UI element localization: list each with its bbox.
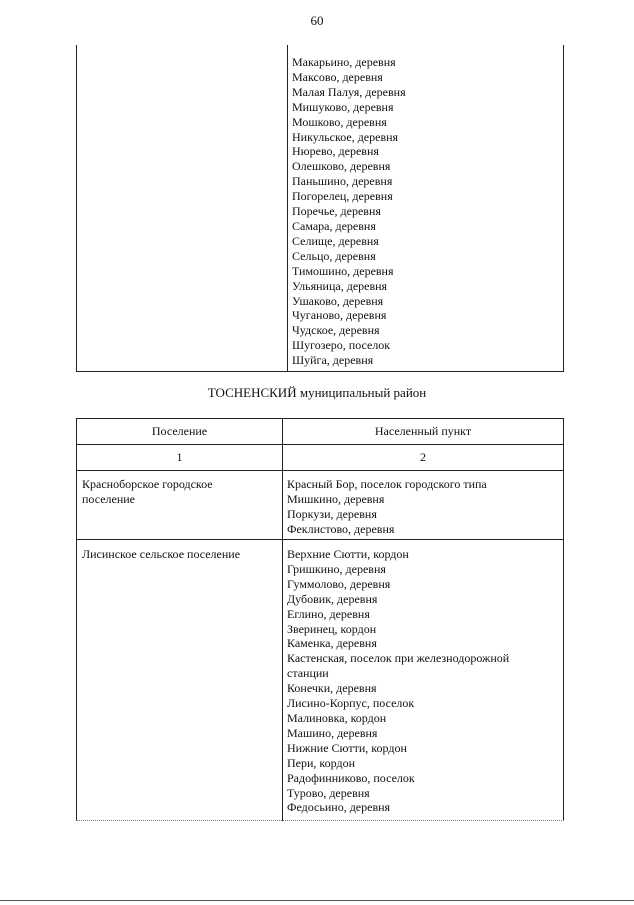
table-header-row	[77, 419, 564, 445]
locality-item: Мишуково, деревня	[292, 99, 394, 114]
locality-item: Шугозеро, поселок	[292, 338, 391, 353]
locality-item: Гуммолово, деревня	[287, 576, 391, 591]
locality-item: Поркузи, деревня	[287, 506, 377, 521]
table-bottom-rule	[76, 820, 564, 821]
table-row	[77, 471, 564, 540]
locality-item: Федосьино, деревня	[287, 800, 391, 815]
locality-item: Максово, деревня	[292, 69, 383, 84]
locality-item: Ушаково, деревня	[292, 293, 384, 308]
table-row	[77, 540, 564, 822]
locality-item: Макарьино, деревня	[292, 55, 396, 69]
locality-item: Малая Палуя, деревня	[292, 84, 406, 99]
locality-item: Пери, кордон	[287, 755, 356, 770]
locality-item: Никульское, деревня	[292, 129, 399, 144]
locality-item: Мишкино, деревня	[287, 491, 385, 506]
continued-table	[76, 45, 564, 372]
locality-item: Феклистово, деревня	[287, 521, 395, 536]
locality-item: Тимошино, деревня	[292, 263, 394, 278]
settlement-cell	[77, 471, 283, 540]
locality-item: Красный Бор, поселок городского типа	[287, 477, 487, 491]
locality-item: Малиновка, кордон	[287, 710, 387, 725]
locality-item: Зверинец, кордон	[287, 621, 377, 636]
localities-cell	[288, 45, 564, 372]
page-edge-rule	[0, 900, 634, 901]
settlements-table	[76, 418, 564, 821]
locality-item: Олешково, деревня	[292, 159, 391, 174]
locality-item: Селище, деревня	[292, 233, 379, 248]
locality-item: Каменка, деревня	[287, 636, 377, 651]
locality-item: Машино, деревня	[287, 725, 378, 740]
col-header-settlement: Поселение	[77, 419, 283, 445]
locality-item: Кастенская, поселок при железнодорожной	[287, 651, 510, 666]
col-number-1: 1	[77, 445, 283, 471]
locality-item: Шуйга, деревня	[292, 353, 374, 368]
locality-item: Нижние Сютти, кордон	[287, 740, 407, 755]
settlement-name-line: Красноборское городское	[82, 477, 213, 491]
locality-item: Мошково, деревня	[292, 114, 387, 129]
col-header-locality: Населенный пункт	[283, 419, 564, 445]
locality-item: Верхние Сютти, кордон	[287, 547, 409, 561]
locality-item: Дубовик, деревня	[287, 591, 378, 606]
locality-item: Гришкино, деревня	[287, 561, 386, 576]
localities-cell	[283, 540, 564, 822]
col-number-2: 2	[283, 445, 564, 471]
settlement-cell	[77, 540, 283, 822]
district-heading: ТОСНЕНСКИЙ муниципальный район	[207, 385, 427, 400]
table-row	[77, 45, 564, 372]
locality-item: Радофинниково, поселок	[287, 770, 415, 785]
locality-item: Сельцо, деревня	[292, 248, 376, 263]
page-number: 60	[310, 13, 324, 28]
localities-cell	[283, 471, 564, 540]
empty-settlement-cell	[77, 45, 288, 372]
locality-item: Лисино-Корпус, поселок	[287, 696, 415, 711]
continued-locality-list	[292, 45, 563, 368]
settlement-name-line: поселение	[82, 491, 136, 506]
locality-item: Турово, деревня	[287, 785, 370, 800]
column-number-row	[77, 445, 564, 471]
locality-item: Нюрево, деревня	[292, 144, 379, 159]
locality-item: Ульяница, деревня	[292, 278, 388, 293]
locality-item: Поречье, деревня	[292, 204, 381, 219]
locality-item: Чудское, деревня	[292, 323, 380, 338]
locality-item: Еглино, деревня	[287, 606, 370, 621]
locality-item: Паньшино, деревня	[292, 174, 393, 189]
locality-item: Конечки, деревня	[287, 681, 377, 696]
settlement-name-line: Лисинское сельское поселение	[82, 547, 241, 561]
locality-item: Погорелец, деревня	[292, 189, 393, 204]
locality-item: станции	[287, 666, 329, 681]
locality-item: Чуганово, деревня	[292, 308, 387, 323]
locality-item: Самара, деревня	[292, 218, 376, 233]
